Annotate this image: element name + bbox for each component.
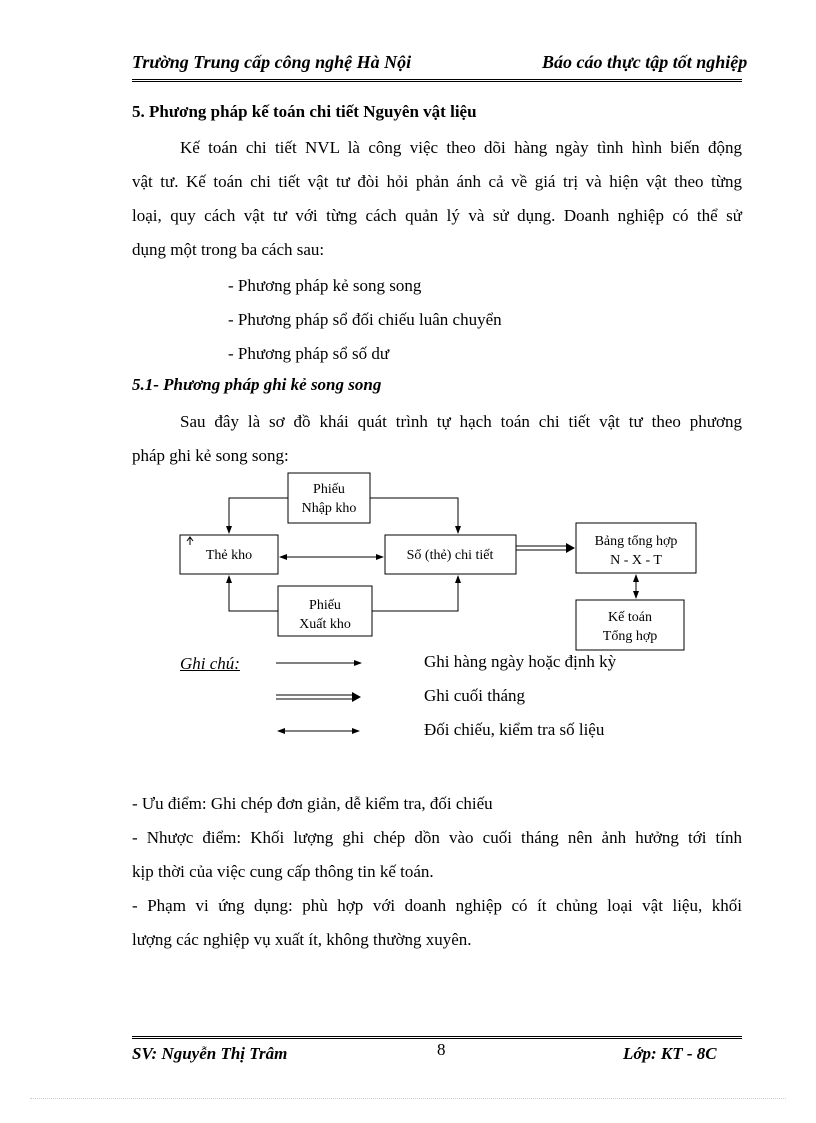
- method-item: - Phương pháp sổ đối chiếu luân chuyển: [228, 310, 502, 329]
- box-phieu-nhap-line1: Phiếu: [313, 482, 345, 497]
- legend-item-monthly: Ghi cuối tháng: [424, 686, 526, 705]
- footer-student: SV: Nguyễn Thị Trâm: [132, 1044, 288, 1063]
- box-bang-tong-hop: [576, 523, 696, 573]
- box-phieu-nhap: [288, 473, 370, 523]
- disadvantage-line: - Nhược điểm: Khối lượng ghi chép dồn vào cuối tháng nên ảnh hưởng tới tính: [132, 828, 742, 847]
- box-phieu-xuat-line2: Xuất kho: [299, 617, 351, 632]
- legend-title: Ghi chú:: [180, 654, 240, 673]
- scope-line: lượng các nghiệp vụ xuất ít, không thường xuyên.: [132, 930, 472, 949]
- legend-item-reconcile: Đối chiếu, kiểm tra số liệu: [424, 720, 605, 739]
- scope-line: - Phạm vi ứng dụng: phù hợp với doanh nghiệp có ít chủng loại vật liệu, khối: [132, 896, 742, 915]
- subsection-title: 5.1- Phương pháp ghi kẻ song song: [132, 375, 382, 394]
- advantage-line: - Ưu điểm: Ghi chép đơn giản, dễ kiểm tra, đối chiếu: [132, 794, 493, 813]
- arrow-nhap-to-the-kho: [229, 498, 288, 533]
- box-ke-toan-line2: Tổng hợp: [602, 629, 658, 644]
- arrow-so-to-bang-head: [566, 543, 575, 553]
- intro-line: Kế toán chi tiết NVL là công việc theo dõi hàng ngày tình hình biến động: [180, 138, 742, 157]
- box-the-kho-label: Thẻ kho: [205, 548, 253, 563]
- arrow-nhap-to-so: [370, 498, 458, 533]
- box-so-chi-tiet-label: Sổ (thẻ) chi tiết: [406, 548, 494, 563]
- method-item: - Phương pháp kẻ song song: [228, 276, 422, 295]
- box-ke-toan-line1: Kế toán: [608, 610, 652, 625]
- arrow-xuat-to-the-kho: [229, 576, 278, 611]
- header-school: Trường Trung cấp công nghệ Hà Nội: [132, 52, 412, 72]
- page-bottom-border: [30, 1098, 786, 1099]
- intro-line: dụng một trong ba cách sau:: [132, 240, 325, 259]
- intro-line: vật tư. Kế toán chi tiết vật tư đòi hỏi phản ánh cả về giá trị và hiện vật theo từng: [132, 172, 742, 191]
- evaluation: [132, 787, 742, 957]
- header-report-title: Báo cáo thực tập tốt nghiệp: [542, 52, 748, 72]
- arrow-xuat-to-so: [372, 576, 458, 611]
- box-phieu-nhap-line2: Nhập kho: [301, 501, 357, 516]
- box-phieu-xuat-line1: Phiếu: [309, 598, 341, 613]
- legend-arrow-monthly-head: [352, 692, 361, 702]
- box-bang-tong-hop-line1: Bảng tổng hợp: [594, 534, 678, 549]
- box-the-kho: [180, 535, 278, 574]
- page-number: 8: [437, 1040, 446, 1059]
- footer-class: Lớp: KT - 8C: [623, 1044, 717, 1063]
- box-ke-toan-tong-hop: [576, 600, 684, 650]
- footer-rule: [132, 1036, 742, 1039]
- section-title: 5. Phương pháp kế toán chi tiết Nguyên vật liệu: [132, 102, 477, 121]
- box-so-chi-tiet: [385, 535, 516, 574]
- method-item: - Phương pháp sổ số dư: [228, 344, 390, 363]
- intro-line: loại, quy cách vật tư với từng cách quản lý và sử dụng. Doanh nghiệp có thể sử: [132, 206, 742, 225]
- box-bang-tong-hop-line2: N - X - T: [610, 553, 662, 568]
- diagram-intro-line: Sau đây là sơ đồ khái quát trình tự hạch toán chi tiết vật tư theo phương: [180, 412, 742, 431]
- diagram-intro-line: pháp ghi kẻ song song:: [132, 446, 289, 465]
- legend-item-daily: Ghi hàng ngày hoặc định kỳ: [424, 652, 617, 671]
- box-phieu-xuat: [278, 586, 372, 636]
- disadvantage-line: kịp thời của việc cung cấp thông tin kế toán.: [132, 862, 434, 881]
